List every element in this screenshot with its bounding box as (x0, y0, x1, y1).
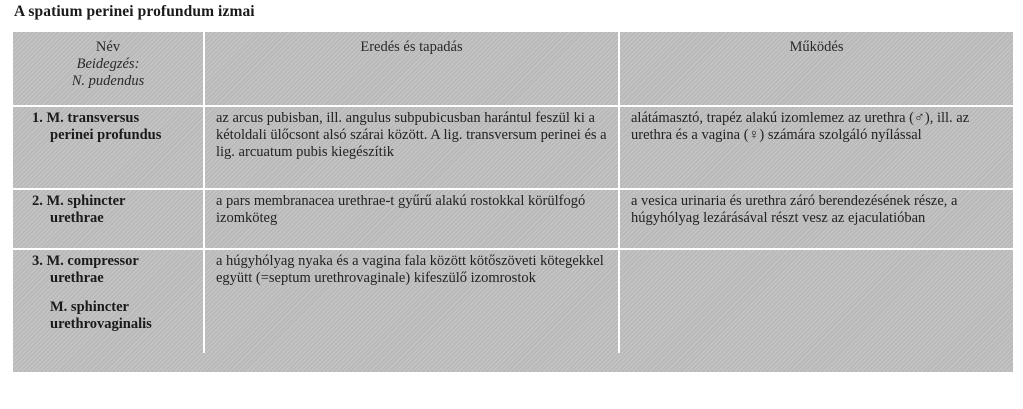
header-name-cell (13, 32, 204, 106)
table-row (13, 249, 1013, 353)
muscle-name-cell (13, 106, 204, 189)
table-row (13, 106, 1013, 189)
muscle-name: 1. M. transversus (32, 110, 140, 126)
function-cell: alátámasztó, trapéz alakú izomlemez az urethra (♂), ill. az urethra és a vagina (♀) számára szolgáló nyílással (619, 106, 1013, 189)
header-name: Név (95, 39, 121, 55)
header-function: Működés (619, 32, 1013, 106)
header-innervation-value: N. pudendus (71, 73, 145, 89)
muscle-name: urethrovaginalis (50, 316, 152, 332)
table-row (13, 189, 1013, 249)
origin-insertion-cell: a pars membranacea urethrae-t gyűrű alakú rostokkal körülfogó izomköteg (204, 189, 619, 249)
header-innervation-label: Beidegzés: (76, 56, 140, 72)
muscle-table-panel (13, 32, 1013, 372)
origin-insertion-cell: az arcus pubisban, ill. angulus subpubicusban harántul feszül ki a kétoldali ülőcsont alsó szárai között. A lig. transversum perinei és a lig. arcuatum pubis kiegészítik (204, 106, 619, 189)
muscle-name: urethrae (50, 210, 104, 226)
muscle-name-cell (13, 249, 204, 353)
page-title: A spatium perinei profundum izmai (14, 3, 255, 20)
muscle-name: M. sphincter (50, 299, 129, 315)
table-header-row (13, 32, 1013, 106)
muscle-name: 2. M. sphincter (32, 193, 126, 209)
muscle-name: 3. M. compressor (32, 253, 139, 269)
muscle-name-cell (13, 189, 204, 249)
header-origin: Eredés és tapadás (204, 32, 619, 106)
origin-insertion-cell: a húgyhólyag nyaka és a vagina fala között kötőszöveti kötegekkel együtt (=septum urethrovaginale) kifeszülő izomrostok (204, 249, 619, 353)
muscle-table (13, 32, 1013, 353)
muscle-name: urethrae (50, 270, 104, 286)
muscle-name: perinei profundus (50, 127, 162, 143)
function-cell: a vesica urinaria és urethra záró berendezésének része, a húgyhólyag lezárásával részt vesz az ejaculatióban (619, 189, 1013, 249)
function-cell (619, 249, 1013, 353)
